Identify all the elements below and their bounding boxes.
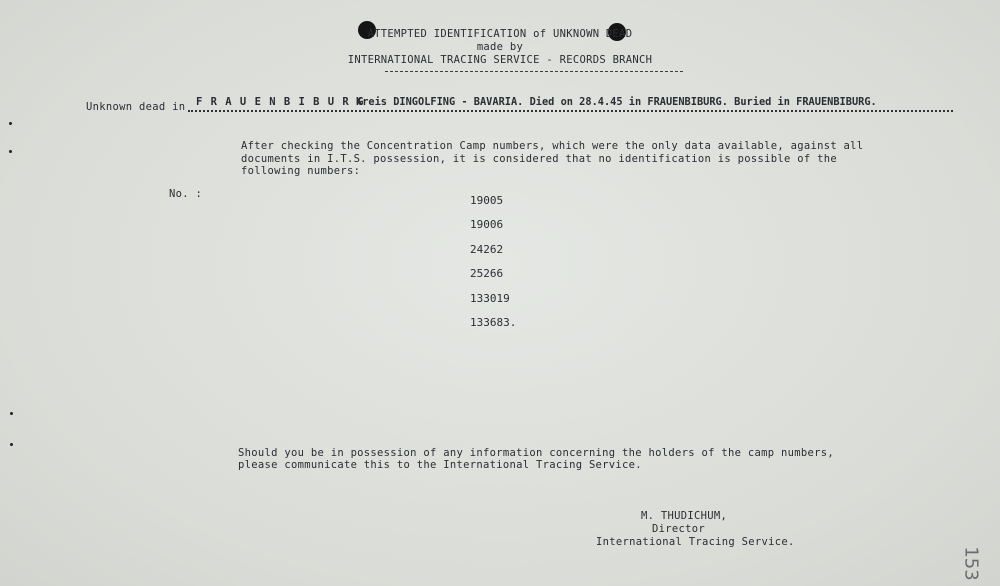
paragraph-line-3: following numbers: <box>241 165 361 177</box>
place-name: F R A U E N B I B U R G <box>196 96 365 108</box>
margin-mark <box>9 150 12 153</box>
header-organization: INTERNATIONAL TRACING SERVICE - RECORDS BRANCH <box>347 54 653 66</box>
header-title: ATTEMPTED IDENTIFICATION of UNKNOWN DEAD <box>367 28 633 40</box>
closing-line-2: please communicate this to the International Tracing Service. <box>238 459 642 471</box>
signature-title: Director <box>652 523 705 535</box>
camp-number: 133019 <box>470 291 510 305</box>
dotted-underline <box>188 110 953 112</box>
unknown-dead-prefix: Unknown dead in <box>86 101 186 113</box>
margin-mark <box>10 443 13 446</box>
camp-number: 25266 <box>470 267 504 281</box>
signature-organization: International Tracing Service. <box>596 536 795 548</box>
page-number-stamp: 153 <box>960 546 982 581</box>
signature-name: M. THUDICHUM, <box>641 510 728 522</box>
margin-mark <box>10 412 13 415</box>
number-list <box>470 195 516 341</box>
header-made-by: made by <box>476 41 524 53</box>
camp-number: 19005 <box>470 194 504 207</box>
margin-mark <box>9 122 12 125</box>
camp-number: 133683. <box>470 315 517 329</box>
closing-line-1: Should you be in possession of any information concerning the holders of the camp numbers, <box>238 447 834 459</box>
camp-number: 19006 <box>470 218 504 232</box>
death-details: Kreis DINGOLFING - BAVARIA. Died on 28.4.45 in FRAUENBIBURG. Buried in FRAUENBIBURG. <box>356 96 877 108</box>
paragraph-line-2: documents in I.T.S. possession, it is considered that no identification is possible of the <box>241 153 837 165</box>
camp-number: 24262 <box>470 242 504 256</box>
paragraph-line-1: After checking the Concentration Camp numbers, which were the only data available, against all <box>241 140 864 152</box>
numbers-label: No. : <box>169 188 203 200</box>
header-underline <box>385 71 683 72</box>
